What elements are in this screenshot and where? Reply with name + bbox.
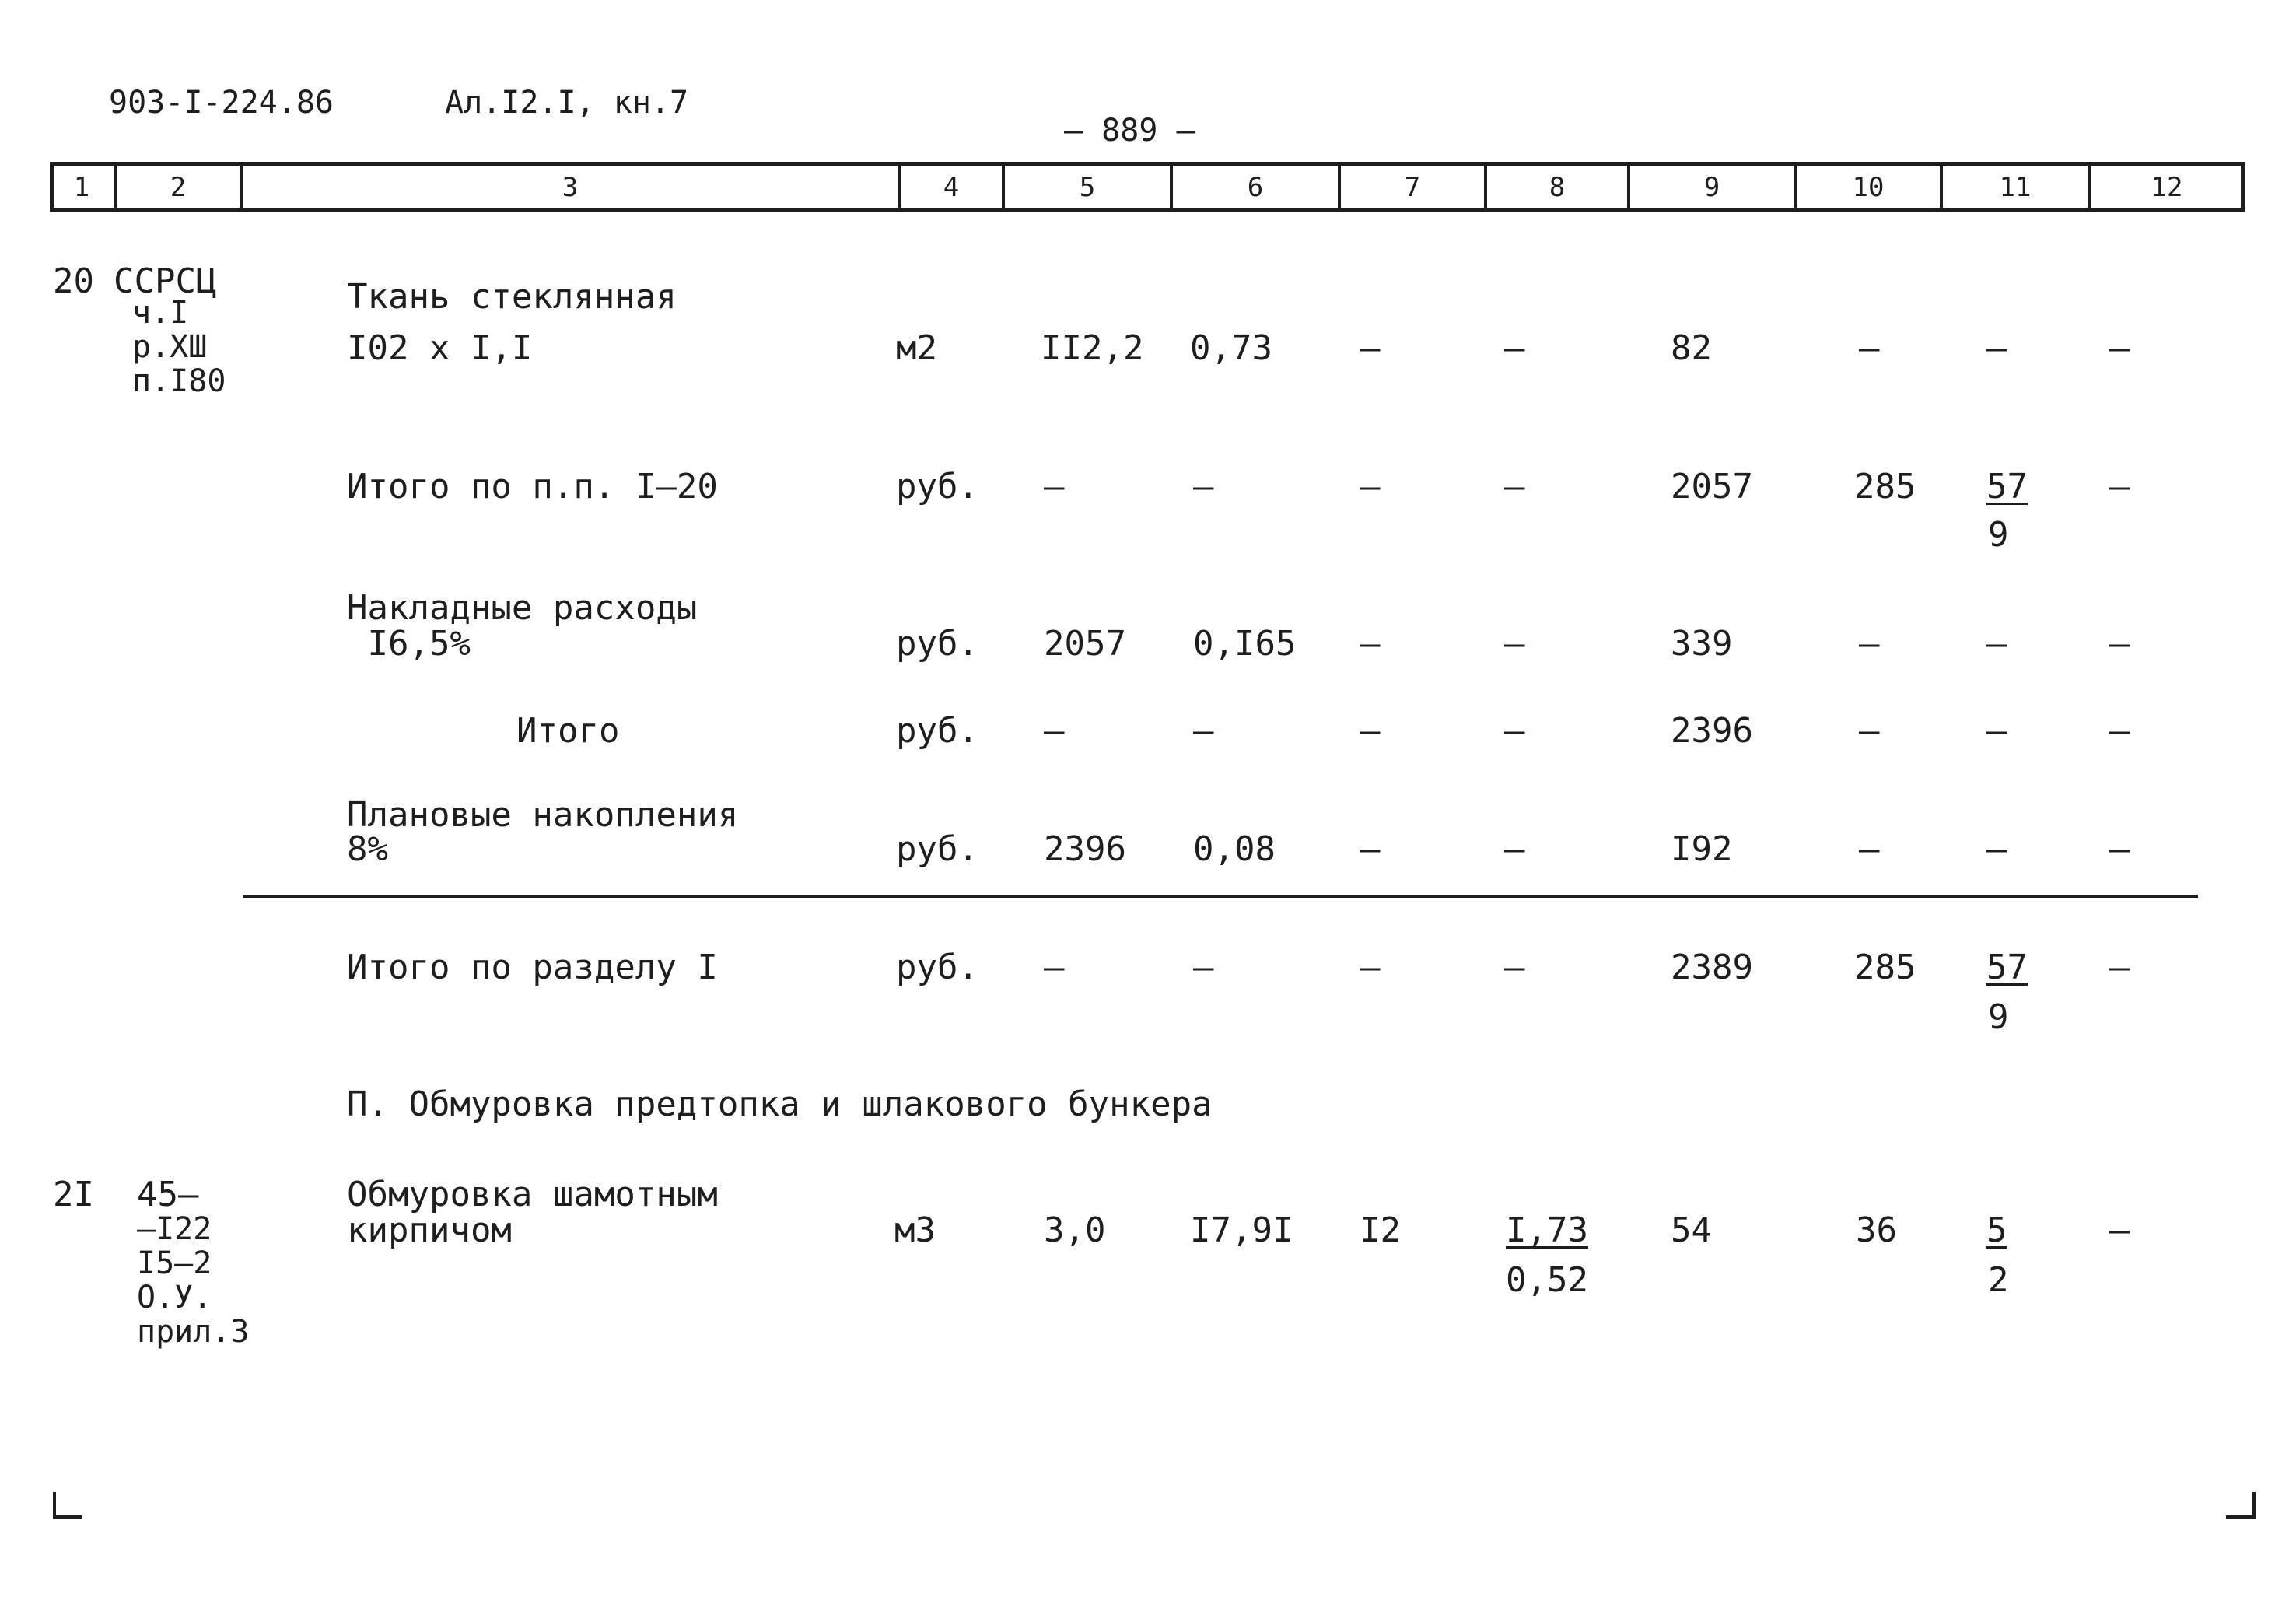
cell-col7: –	[1360, 624, 1381, 664]
item-name: кирпичом	[347, 1210, 512, 1250]
price-code: О.У.	[137, 1280, 212, 1315]
column-number: 9	[1703, 172, 1720, 203]
column-number: 7	[1404, 172, 1421, 203]
row-number: 20	[53, 261, 94, 301]
section-total-label: Итого по разделу I	[347, 948, 718, 987]
cell-col8: –	[1504, 829, 1525, 869]
cell-col10: 285	[1854, 467, 1916, 506]
quantity: 2396	[1044, 829, 1126, 869]
planned-savings-rate: 8%	[347, 829, 388, 869]
unit-price: –	[1193, 948, 1214, 987]
document-code: 903-I-224.86	[109, 85, 334, 121]
cell-col12: –	[2109, 467, 2130, 506]
unit: м3	[894, 1210, 936, 1250]
unit-price: 0,08	[1193, 829, 1276, 869]
unit: м2	[896, 328, 937, 368]
cell-col12: –	[2109, 829, 2130, 869]
quantity: 2057	[1044, 624, 1126, 664]
planned-savings-label: Плановые накопления	[347, 795, 739, 835]
cell-col11: –	[1986, 624, 2007, 664]
cell-col7: –	[1360, 829, 1381, 869]
unit-price: –	[1193, 467, 1214, 506]
total-cost: 339	[1671, 624, 1733, 664]
fraction-denominator: 9	[1988, 997, 2009, 1037]
fraction-numerator: 57	[1986, 467, 2028, 506]
unit: руб.	[896, 624, 978, 664]
section-title: П. Обмуровка предтопка и шлакового бункера	[347, 1084, 1213, 1124]
cell-col10: –	[1859, 328, 1880, 368]
price-code: прил.3	[137, 1314, 250, 1350]
column-number: 6	[1247, 172, 1264, 203]
cell-col7: –	[1360, 948, 1381, 987]
unit: руб.	[896, 948, 978, 987]
subtotal-label: Итого по п.п. I–20	[347, 467, 718, 506]
cell-col11: –	[1986, 328, 2007, 368]
quantity: –	[1044, 467, 1065, 506]
price-code: п.I80	[132, 363, 226, 399]
unit-price: –	[1193, 711, 1214, 751]
total-cost: 2057	[1671, 467, 1753, 506]
price-code: р.ХШ	[132, 329, 208, 365]
overhead-rate: I6,5%	[347, 624, 471, 664]
fraction-numerator: 57	[1986, 948, 2028, 987]
cell-col10: –	[1859, 711, 1880, 751]
cell-col8: –	[1504, 948, 1525, 987]
unit: руб.	[896, 829, 978, 869]
cell-col12: –	[2109, 1210, 2130, 1250]
unit-price: 0,I65	[1193, 624, 1297, 664]
price-code: ССРСЦ	[114, 261, 217, 301]
cell-col11: –	[1986, 711, 2007, 751]
total-label: Итого	[516, 711, 620, 751]
unit: руб.	[896, 467, 978, 506]
page-number: — 889 —	[1064, 113, 1195, 149]
column-number: 11	[1999, 172, 2032, 203]
cell-col12: –	[2109, 948, 2130, 987]
fraction-denominator: 2	[1988, 1260, 2009, 1300]
unit-price: I7,9I	[1190, 1210, 1293, 1250]
section-total-rule	[243, 895, 2198, 898]
row-number: 2I	[53, 1175, 94, 1214]
cell-col7: –	[1360, 467, 1381, 506]
total-cost: I92	[1671, 829, 1733, 869]
column-number: 8	[1549, 172, 1566, 203]
fraction-numerator: I,73	[1506, 1210, 1588, 1250]
unit-price: 0,73	[1190, 328, 1272, 368]
cell-col7: –	[1360, 711, 1381, 751]
cell-col12: –	[2109, 711, 2130, 751]
cell-col8: –	[1504, 624, 1525, 664]
column-number: 3	[562, 172, 579, 203]
fraction-denominator: 9	[1988, 515, 2009, 555]
corner-mark-left	[53, 1492, 82, 1519]
cell-col10: –	[1859, 624, 1880, 664]
total-cost: 54	[1671, 1210, 1712, 1250]
unit: руб.	[896, 711, 978, 751]
column-number: 2	[170, 172, 187, 203]
total-cost: 82	[1671, 328, 1712, 368]
item-name: I02 x I,I	[347, 328, 533, 368]
price-code: 45–	[137, 1175, 199, 1214]
cell-col8: –	[1504, 467, 1525, 506]
total-cost: 2396	[1671, 711, 1753, 751]
cell-col10: –	[1859, 829, 1880, 869]
cell-col7: –	[1360, 328, 1381, 368]
fraction-denominator: 0,52	[1506, 1260, 1588, 1300]
column-number: 4	[943, 172, 960, 203]
quantity: –	[1044, 711, 1065, 751]
column-number: 10	[1852, 172, 1885, 203]
quantity: 3,0	[1044, 1210, 1106, 1250]
album-reference: Ал.I2.I, кн.7	[445, 85, 689, 121]
quantity: II2,2	[1041, 328, 1144, 368]
cell-col8: –	[1504, 711, 1525, 751]
quantity: –	[1044, 948, 1065, 987]
cell-col11: –	[1986, 829, 2007, 869]
column-number: 5	[1079, 172, 1096, 203]
fraction-numerator: 5	[1986, 1210, 2007, 1250]
overhead-label: Накладные расходы	[347, 588, 698, 628]
cell-col7: I2	[1360, 1210, 1401, 1250]
cell-col12: –	[2109, 624, 2130, 664]
price-code: –I22	[137, 1211, 212, 1247]
item-name: Ткань стеклянная	[347, 277, 677, 317]
cell-col10: 36	[1856, 1210, 1897, 1250]
price-code: I5–2	[137, 1245, 212, 1281]
cell-col8: –	[1504, 328, 1525, 368]
column-number: 1	[73, 172, 90, 203]
price-code: ч.I	[132, 295, 189, 331]
column-number: 12	[2151, 172, 2183, 203]
corner-mark-right	[2226, 1492, 2256, 1519]
cell-col10: 285	[1854, 948, 1916, 987]
total-cost: 2389	[1671, 948, 1753, 987]
cell-col12: –	[2109, 328, 2130, 368]
item-name: Обмуровка шамотным	[347, 1175, 718, 1214]
